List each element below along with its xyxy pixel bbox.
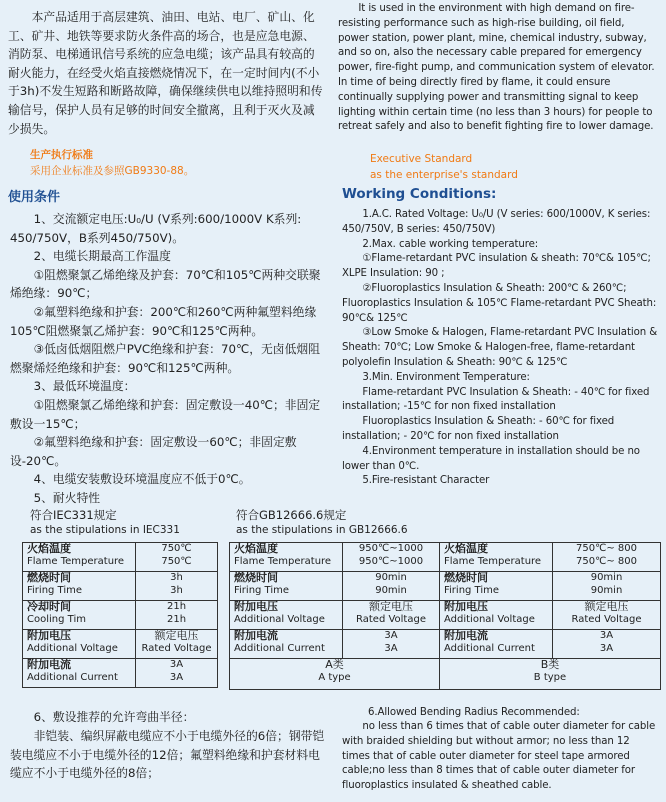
table-cell-text: Rated Voltage — [141, 642, 212, 654]
table-cell-text: 3h — [170, 572, 183, 583]
table-cell-text: 3A — [599, 642, 614, 654]
condition-6-text-en: no less than 6 times that of cable outer diameter for cable with braided shielding but without armor; no less than 12 times that of cable outer diameter for steel tape armored cable;no less than 8 times that of cable outer diameter for fluoroplastics insulated & sheathed cable. — [342, 721, 656, 792]
table-cell-text: 附加电压 — [27, 629, 71, 642]
conditions-heading-zh: 使用条件 — [8, 190, 61, 205]
table-cell-text: Cooling Tim — [27, 613, 86, 625]
table-gb12666 — [229, 542, 661, 690]
standard-text-zh: 采用企业标准及参照GB9330-88。 — [30, 165, 195, 177]
intro-en: It is used in the environment with high demand on fire-resisting performance such as high-rise building, oil field, power station, power plant, mine, chemical industry, subway, and so on, also the necessary cable prepared for emergency power, fire-fight pump, and communication system of elevator. In time of being directly fired by flame, it could ensure continually supplying power and transmitting signal to keep lighting within certain time (no less than 3 hours) for people to retreat safely and also to benefit fighting fire to lower damage. — [338, 3, 655, 133]
table-cell-text: 3A — [169, 659, 184, 670]
table-cell-text: Flame Temperature — [27, 555, 125, 567]
table-cell-text: 附加电流 — [234, 629, 278, 642]
table1-caption-en: as the stipulations in IEC331 — [30, 524, 180, 536]
table-row — [23, 601, 218, 630]
table-cell-text: 火焰温度 — [27, 542, 71, 555]
table-row — [230, 543, 661, 572]
condition-2b-zh: ②氟塑料绝缘和护套：200℃和260℃两种氟塑料绝缘105℃阻燃聚氯乙烯护套：90℃和125℃两种。 — [10, 304, 317, 338]
condition-2a-zh: ①阻燃聚氯乙烯绝缘及护套：70℃和105℃两种交联聚烯绝缘：90℃； — [10, 267, 321, 301]
table-row — [230, 630, 661, 659]
table-row — [230, 601, 661, 630]
table2-caption — [236, 508, 408, 537]
table-cell-text: 附加电压 — [444, 600, 488, 613]
condition-6-text-zh: 非铠装、编织屏蔽电缆应不小于电缆外径的6倍；钢带铠装电缆应不小于电缆外径的12倍；氟塑料绝缘和护套材料电缆应不小于电缆外径的8倍； — [10, 729, 325, 781]
table-cell-text: Rated Voltage — [356, 613, 426, 625]
condition-2-en: 2.Max. cable working temperature: — [362, 238, 539, 250]
table-cell-text: 90min — [590, 572, 623, 583]
table-cell-text: 3A — [384, 630, 398, 641]
table-cell-text: Firing Time — [234, 584, 290, 596]
condition-6-zh: 6、敷设推荐的允许弯曲半径： — [33, 710, 195, 724]
condition-3a-zh: ①阻燃聚氯乙烯绝缘和护套：固定敷设一40℃；非固定敷设一15℃； — [10, 397, 321, 431]
table-cell-text: Additional Voltage — [444, 613, 535, 625]
table-row — [23, 659, 218, 688]
table-cell-text: 950℃~1000 — [358, 543, 424, 554]
table-cell-text: 额定电压 — [154, 629, 199, 642]
condition-1-en: 1.A.C. Rated Voltage: U₀/U (V series: 600/1000V, K series: 450/750V, B series: 450/750V) — [342, 209, 651, 235]
conditions-heading-en: Working Conditions: — [342, 186, 497, 202]
table-cell-text: 3h — [170, 584, 183, 596]
table-cell-text: 3A — [169, 671, 184, 683]
table1-caption-zh: 符合IEC331规定 — [30, 508, 117, 522]
condition-3b-en: Fluoroplastics Insulation & Sheath: - 60℃ for fixed installation; - 20℃ for non fixed installation — [342, 416, 615, 442]
table-cell-text: 附加电流 — [27, 658, 71, 671]
table-cell-text: 90min — [590, 584, 623, 596]
conditions-list-zh — [10, 210, 326, 508]
table-cell-text: Firing Time — [444, 584, 500, 596]
table-row — [23, 630, 218, 659]
table-row — [230, 572, 661, 601]
conditions-list-en — [342, 208, 658, 489]
condition-3a-en: Flame-retardant PVC Insulation & Sheath: - 40℃ for fixed installation; -15℃ for non fixed installation — [342, 386, 650, 413]
condition-2-zh: 2、电缆长期最高工作温度 — [33, 249, 171, 264]
standard-title-zh: 生产执行标准 — [30, 149, 93, 161]
table-cell-text: 燃烧时间 — [27, 571, 71, 584]
condition-4-en: 4.Environment temperature in installation should be no lower than 0℃. — [342, 445, 640, 472]
table-cell-text: 火焰温度 — [444, 542, 488, 555]
condition-3-zh: 3、最低环境温度： — [33, 379, 136, 394]
table-cell-text: Additional Voltage — [27, 642, 118, 654]
table-cell-text: 750℃ — [161, 543, 192, 554]
table-cell-text: 950℃~1000 — [358, 555, 424, 567]
table-cell-text: 燃烧时间 — [444, 571, 488, 584]
table-cell-text: 21h — [166, 613, 187, 625]
table-cell-text: 90min — [375, 572, 407, 583]
table-cell-text: Flame Temperature — [444, 555, 542, 567]
condition-5-zh: 5、耐火特性 — [33, 490, 101, 505]
condition-1-zh: 1、交流额定电压:U₀/U (V系列:600/1000V K系列: 450/750V，B系列450/750V)。 — [10, 212, 302, 245]
table-row — [23, 572, 218, 601]
table-cell-text: 火焰温度 — [234, 542, 278, 555]
table-cell-text: Additional Current — [27, 671, 118, 683]
type-a-zh: A类 — [325, 658, 344, 671]
table-cell-text: Rated Voltage — [571, 613, 642, 625]
table-cell-text: Additional Current — [234, 642, 325, 654]
table-row — [23, 543, 218, 572]
table-cell-text: Additional Current — [444, 642, 535, 654]
condition-5-en: 5.Fire-resistant Character — [362, 475, 490, 487]
type-a-en: A type — [318, 671, 351, 683]
table-cell-text: 附加电压 — [234, 600, 278, 613]
table-cell-text: 燃烧时间 — [234, 571, 278, 584]
table-cell-text: 750℃~ 800 — [576, 543, 637, 554]
condition-3b-zh: ②氟塑料绝缘和护套：固定敷设一60℃；非固定敷设-20℃。 — [10, 435, 297, 468]
table-cell-text: 750℃~ 800 — [576, 555, 637, 567]
table-iec331 — [22, 542, 218, 688]
table-cell-text: 90min — [375, 584, 407, 596]
table-cell-text: Flame Temperature — [234, 555, 332, 567]
table-cell-text: 额定电压 — [584, 600, 629, 613]
table-cell-text: 3A — [384, 642, 398, 654]
condition-2b-en: ②Fluoroplastics Insulation & Sheath: 200℃ & 260℃; Fluoroplastics Insulation & 105℃ Flame-retardant PVC Sheath: 90℃& 125℃ — [342, 282, 657, 324]
type-b-en: B type — [533, 671, 567, 683]
table1-caption — [30, 508, 180, 537]
condition-3-en: 3.Min. Environment Temperature: — [362, 371, 530, 383]
table-cell-text: Firing Time — [27, 584, 83, 596]
table-cell-text: 750℃ — [161, 555, 192, 567]
condition-2c-en: ③Low Smoke & Halogen, Flame-retardant PVC Insulation & Sheath: 70℃; Low Smoke & Halogen-free, flame-retardant polyolefin Insulation & Sheath: 90℃ & 125℃ — [342, 327, 658, 368]
condition-4-zh: 4、电缆安装敷设环境温度应不低于0℃。 — [33, 472, 251, 487]
condition-6-en: 6.Allowed Bending Radius Recommended: — [368, 707, 580, 718]
table-cell-text: 21h — [166, 601, 187, 612]
table-cell-text: 额定电压 — [369, 600, 413, 613]
table2-caption-en: as the stipulations in GB12666.6 — [236, 524, 408, 536]
condition-2c-zh: ③低卤低烟阻燃户PVC绝缘和护套：70℃，无卤低烟阻燃聚烯烃绝缘和护套：90℃和125℃两种。 — [10, 342, 320, 375]
table2-caption-zh: 符合GB12666.6规定 — [236, 508, 347, 522]
table-row — [230, 659, 661, 690]
table-cell-text: 3A — [599, 630, 614, 641]
table-cell-text: 冷却时间 — [27, 600, 71, 613]
standard-text-en: as the enterprise's standard — [370, 169, 518, 181]
standard-title-en: Executive Standard — [370, 153, 473, 165]
condition-2a-en: ①Flame-retardant PVC insulation & sheath: 70℃& 105℃; XLPE Insulation: 90 ; — [342, 253, 651, 280]
intro-zh: 本产品适用于高层建筑、油田、电站、电厂、矿山、化工、矿井、地铁等要求防火条件高的场合，也是应急电源、消防泵、电梯通讯信号系统的应急电缆；该产品具有较高的耐火能力，在经受火焰直接燃烧情况下，在一定时间内(不小于3h)不发生短路和断路故障，确保继续供电以维持照明和传输信号，保护人员有足够的时间安全撤离，且利于灭火及减少损失。 — [8, 10, 323, 136]
table-cell-text: 附加电流 — [444, 629, 488, 642]
type-b-zh: B类 — [540, 658, 560, 671]
table-cell-text: Additional Voltage — [234, 613, 325, 625]
